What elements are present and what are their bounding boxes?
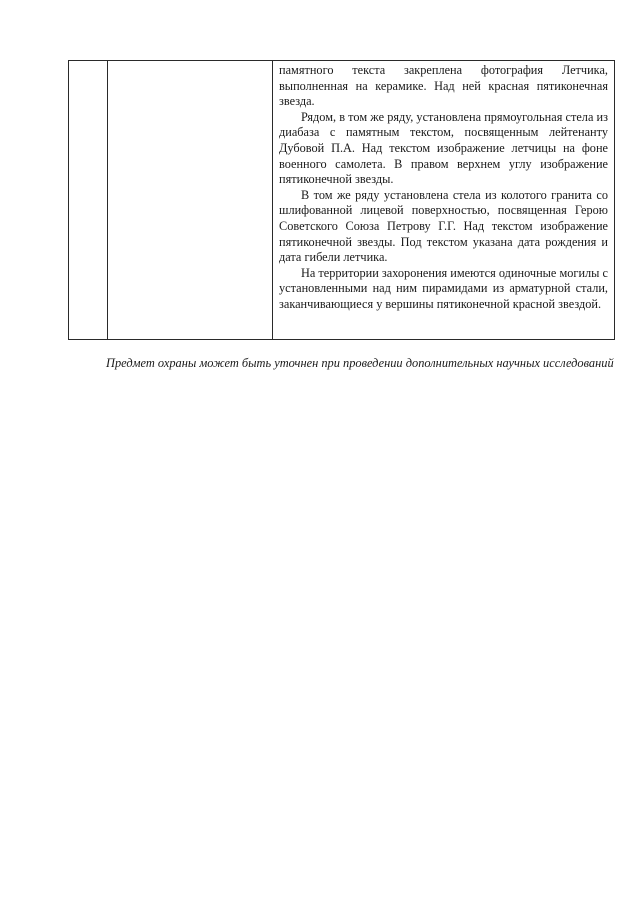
row-number-cell [69, 61, 108, 340]
description-paragraph: Рядом, в том же ряду, установлена прямоугольная стела из диабаза с памятным текстом, посвященным лейтенанту Дубовой П.А. Над текстом изображение летчицы на фоне военного самолета. В правом верхнем углу изображение пятиконечной звезды. [279, 109, 608, 187]
object-name-cell [108, 61, 273, 340]
description-paragraph: памятного текста закреплена фотография Летчика, выполненная на керамике. Над ней красная пятиконечная звезда. [279, 63, 608, 109]
description-cell [273, 61, 615, 340]
monument-table [68, 60, 615, 340]
description-paragraph: В том же ряду установлена стела из колотого гранита со шлифованной лицевой поверхностью, посвященная Герою Советского Союза Петрову Г.Г. Над текстом изображение пятиконечной звезды. Под текстом указана дата рождения и дата гибели летчика. [279, 187, 608, 265]
description-paragraph: На территории захоронения имеются одиночные могилы с установленными над ним пирамидами из арматурной стали, заканчивающиеся у вершины пятиконечной красной звездой. [279, 265, 608, 311]
protection-note: Предмет охраны может быть уточнен при проведении дополнительных научных исследований [106, 356, 614, 370]
table-row [69, 61, 615, 340]
